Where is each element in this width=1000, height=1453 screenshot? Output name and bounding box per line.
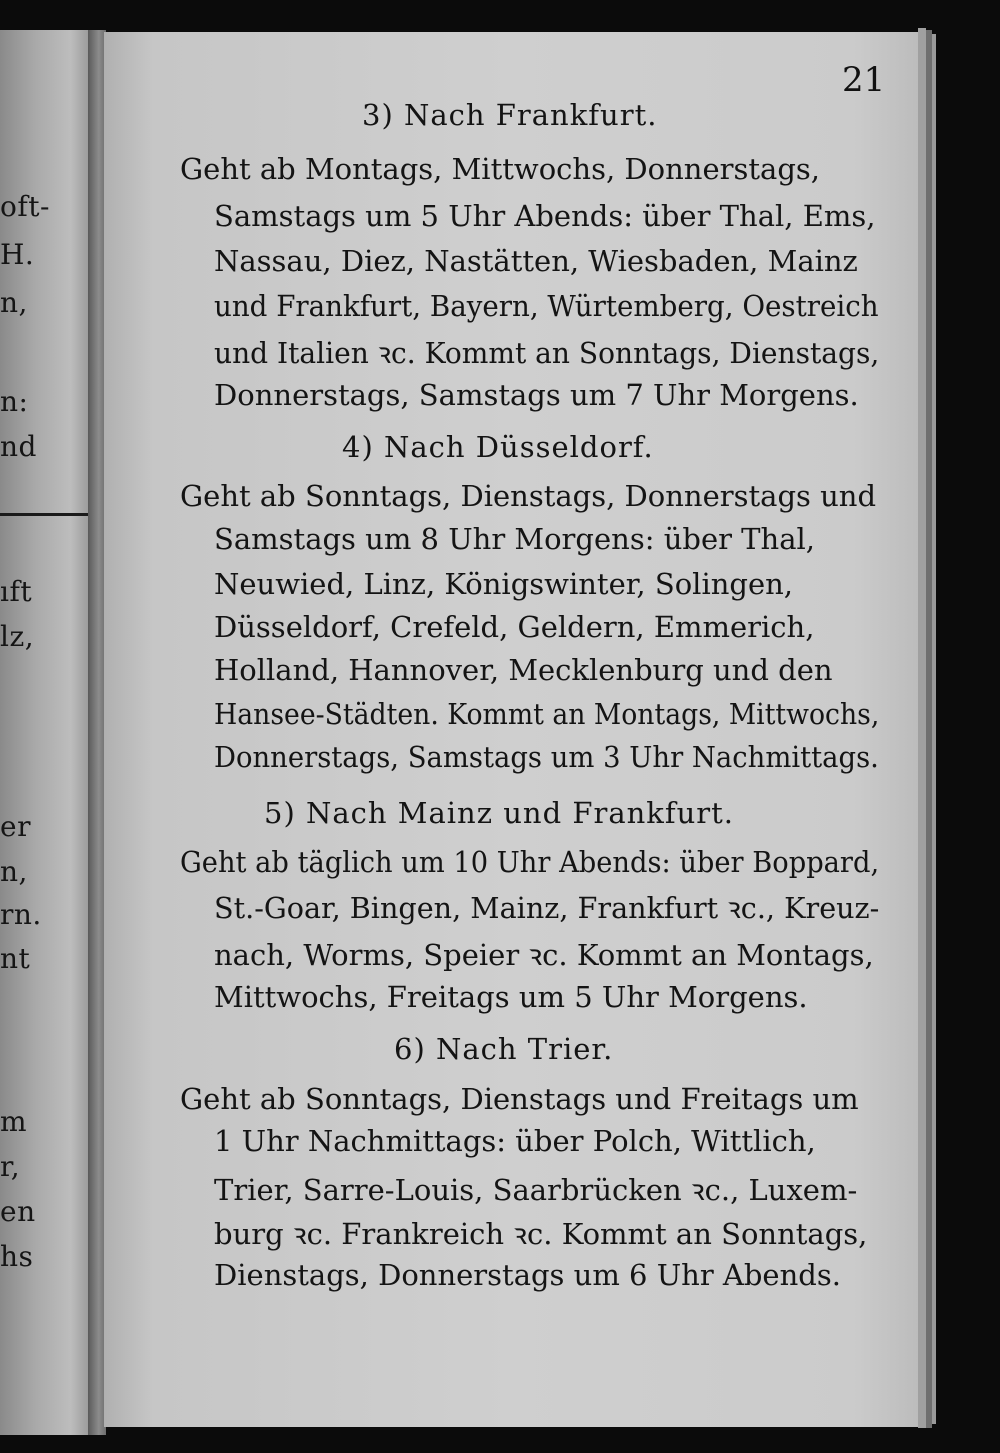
left-divider — [0, 513, 88, 516]
section-heading: 3) Nach Frankfurt. — [362, 98, 658, 132]
text-line: Donnerstags, Samstags um 3 Uhr Nachmittags. — [214, 740, 879, 774]
book-page — [104, 32, 919, 1427]
left-fragment: H. — [0, 238, 35, 271]
left-fragment: ıft — [0, 575, 33, 608]
text-line: Geht ab Montags, Mittwochs, Donnerstags, — [180, 152, 820, 186]
text-line: 1 Uhr Nachmittags: über Polch, Wittlich, — [214, 1124, 816, 1158]
left-fragment: r, — [0, 1150, 21, 1183]
section-heading: 5) Nach Mainz und Frankfurt. — [264, 796, 735, 830]
section-heading: 6) Nach Trier. — [394, 1032, 614, 1066]
left-fragment: nd — [0, 430, 37, 463]
left-fragment: rn. — [0, 898, 42, 931]
text-line: nach, Worms, Speier ꝛc. Kommt an Montags, — [214, 938, 874, 972]
text-line: Trier, Sarre-Louis, Saarbrücken ꝛc., Luxem- — [214, 1173, 858, 1207]
page-number: 21 — [842, 60, 886, 100]
text-line: burg ꝛc. Frankreich ꝛc. Kommt an Sonntags, — [214, 1217, 868, 1251]
left-fragment: er — [0, 810, 31, 843]
text-line: Neuwied, Linz, Königswinter, Solingen, — [214, 567, 794, 601]
left-fragment: m — [0, 1105, 28, 1138]
page-edge — [932, 34, 936, 1424]
text-line: und Italien ꝛc. Kommt an Sonntags, Dienstags, — [214, 336, 880, 370]
left-fragment: n, — [0, 286, 28, 319]
left-fragment: oft- — [0, 190, 50, 223]
previous-page-edge — [0, 30, 88, 1435]
text-line: Donnerstags, Samstags um 7 Uhr Morgens. — [214, 378, 859, 412]
text-line: Hansee-Städten. Kommt an Montags, Mittwochs, — [214, 697, 880, 731]
section-heading: 4) Nach Düsseldorf. — [342, 430, 654, 464]
text-line: Samstags um 8 Uhr Morgens: über Thal, — [214, 522, 815, 556]
text-line: Samstags um 5 Uhr Abends: über Thal, Ems, — [214, 199, 876, 233]
text-line: Mittwochs, Freitags um 5 Uhr Morgens. — [214, 980, 808, 1014]
text-line: Geht ab täglich um 10 Uhr Abends: über Boppard, — [180, 845, 880, 879]
text-line: St.-Goar, Bingen, Mainz, Frankfurt ꝛc., Kreuz- — [214, 891, 880, 925]
text-line: Dienstags, Donnerstags um 6 Uhr Abends. — [214, 1258, 841, 1292]
left-fragment: n: — [0, 385, 29, 418]
text-line: Düsseldorf, Crefeld, Geldern, Emmerich, — [214, 610, 815, 644]
text-line: Nassau, Diez, Nastätten, Wiesbaden, Mainz — [214, 244, 858, 278]
left-fragment: hs — [0, 1240, 34, 1273]
left-fragment: lz, — [0, 620, 35, 653]
text-line: und Frankfurt, Bayern, Würtemberg, Oestreich — [214, 289, 879, 323]
text-line: Holland, Hannover, Mecklenburg und den — [214, 653, 833, 687]
text-line: Geht ab Sonntags, Dienstags und Freitags um — [180, 1082, 859, 1116]
left-fragment: nt — [0, 942, 31, 975]
left-fragment: n, — [0, 855, 28, 888]
left-fragment: en — [0, 1195, 36, 1228]
page-edge — [918, 28, 926, 1428]
text-line: Geht ab Sonntags, Dienstags, Donnerstags und — [180, 479, 877, 513]
